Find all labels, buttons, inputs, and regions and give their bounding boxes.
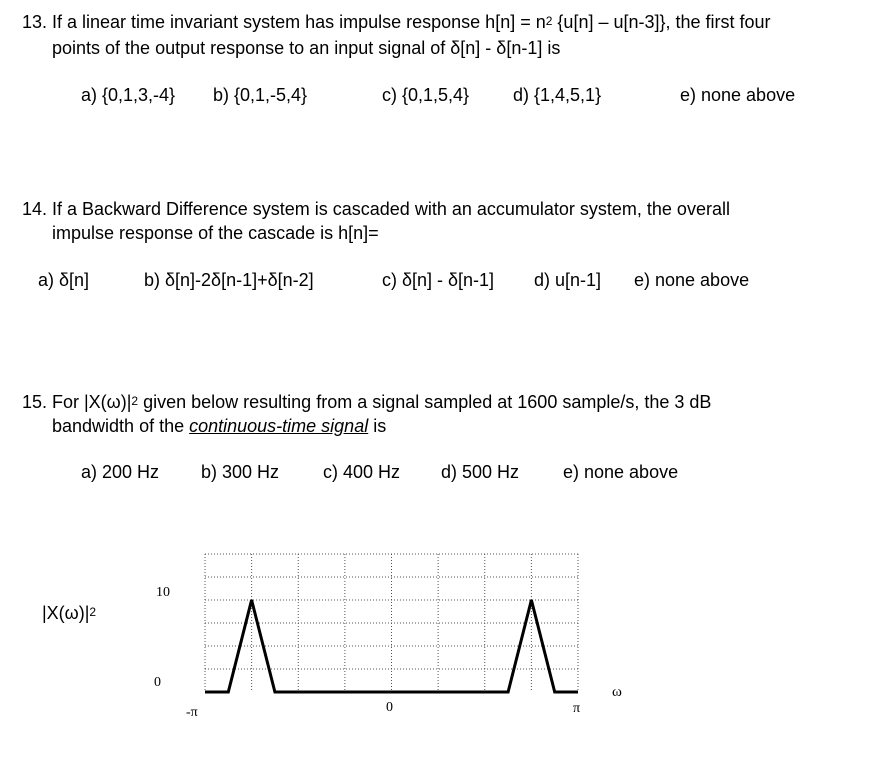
q14-option-e: e) none above	[634, 270, 750, 290]
q15-option-c: c) 400 Hz	[323, 462, 401, 482]
ytick-0: 0	[154, 675, 161, 690]
q14-option-a: a) δ[n]	[38, 270, 90, 290]
q15-option-e: e) none above	[563, 462, 679, 482]
q13-option-d: d) {1,4,5,1}	[513, 85, 602, 105]
q15-line1-sup: 2	[131, 394, 139, 408]
q13-line1-a: If a linear time invariant system has impulse response h[n] = n	[52, 12, 546, 32]
q15-number: 15.	[22, 392, 48, 412]
xtick-minus-pi: -π	[186, 705, 198, 720]
q15-line2-underlined: continuous-time signal	[189, 416, 369, 436]
q14-option-d: d) u[n-1]	[534, 270, 602, 290]
q15-line1-a: For |X(ω)|	[52, 392, 132, 412]
q15-line2-b: is	[368, 416, 387, 436]
q15-line2-a: bandwidth of the	[52, 416, 190, 436]
plot-grid	[205, 554, 578, 692]
q13-number: 13.	[22, 12, 48, 32]
q14-option-c: c) δ[n] - δ[n-1]	[382, 270, 495, 290]
q14-option-b: b) δ[n]-2δ[n-1]+δ[n-2]	[144, 270, 314, 290]
q14-line2: impulse response of the cascade is h[n]=	[52, 223, 379, 243]
q15-option-d: d) 500 Hz	[441, 462, 520, 482]
ytick-10: 10	[156, 585, 170, 600]
q13-option-e: e) none above	[680, 85, 796, 105]
q13-line2: points of the output response to an input signal of δ[n] - δ[n-1] is	[52, 38, 561, 58]
xtick-pi: π	[573, 701, 581, 716]
q13-option-a: a) {0,1,3,-4}	[81, 85, 176, 105]
q15-option-b: b) 300 Hz	[201, 462, 280, 482]
q14-number: 14.	[22, 199, 48, 219]
xlabel-omega: ω	[612, 684, 622, 700]
q13-line1-b: {u[n] – u[n-3]}, the first four	[552, 12, 771, 32]
figure-ylabel-main: |X(ω)|	[42, 603, 90, 623]
q14-line1: If a Backward Difference system is cascaded with an accumulator system, the overall	[52, 199, 730, 219]
q13-line1-sup: 2	[545, 14, 553, 28]
q13-option-c: c) {0,1,5,4}	[382, 85, 470, 105]
q13-option-b: b) {0,1,-5,4}	[213, 85, 308, 105]
xtick-zero: 0	[386, 700, 393, 715]
q15-line1-b: given below resulting from a signal sampled at 1600 sample/s, the 3 dB	[138, 392, 712, 412]
q15-option-a: a) 200 Hz	[81, 462, 160, 482]
figure-ylabel-sup: 2	[89, 605, 97, 619]
